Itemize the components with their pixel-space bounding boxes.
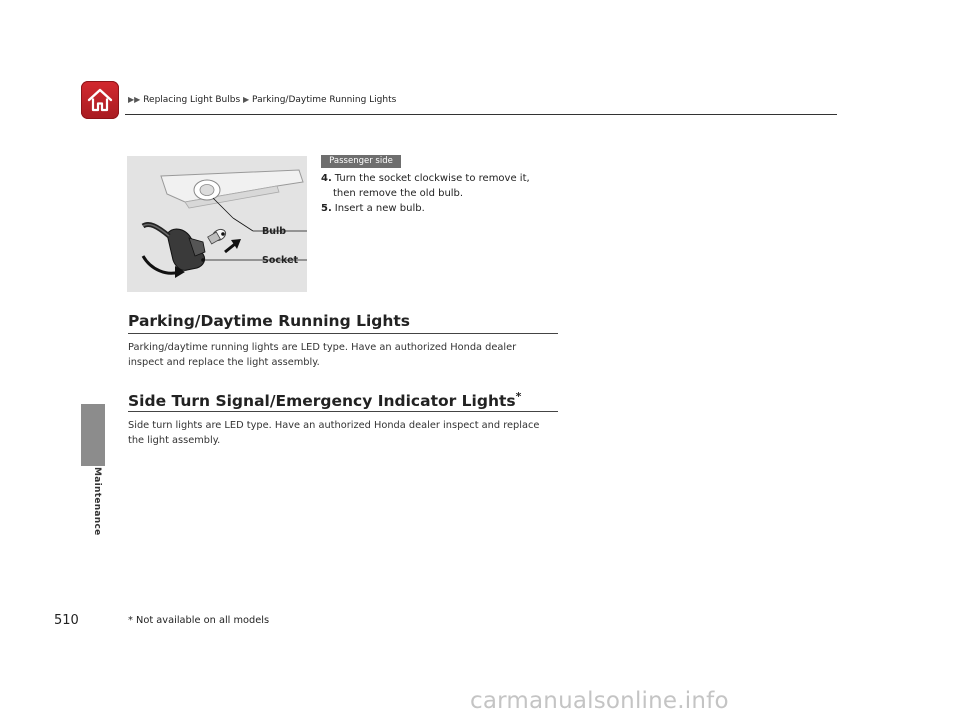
step-4 (321, 171, 530, 201)
section-body-side-turn-signal (128, 418, 568, 448)
section-label: Maintenance (92, 467, 102, 536)
footnote: * Not available on all models (128, 615, 270, 626)
socket-label: Socket (262, 255, 299, 266)
bulb-label: Bulb (262, 226, 287, 237)
bulb-socket-illustration (127, 156, 307, 292)
breadcrumb-arrow: ▶ (243, 95, 250, 104)
body-line: the light assembly. (128, 435, 221, 446)
breadcrumb-arrow: ▶ (134, 95, 141, 104)
header-rule (125, 114, 837, 115)
breadcrumb-arrow: ▶ (128, 95, 135, 104)
step-number: 5. (321, 203, 332, 214)
step-text: Turn the socket clockwise to remove it, (334, 173, 530, 184)
home-icon (86, 86, 114, 114)
section-rule (128, 333, 558, 334)
step-number: 4. (321, 173, 332, 184)
step-text-continued: then remove the old bulb. (333, 188, 464, 199)
page-number: 510 (54, 613, 79, 628)
section-body-parking-lights (128, 340, 568, 370)
step-5 (321, 201, 425, 216)
watermark: carmanualsonline.info (470, 688, 729, 714)
footnote-mark[interactable]: * (515, 390, 522, 403)
section-tab[interactable] (81, 404, 105, 466)
section-title-parking-lights: Parking/Daytime Running Lights (128, 312, 411, 330)
body-line: Parking/daytime running lights are LED type. Have an authorized Honda dealer (128, 342, 517, 353)
breadcrumb (128, 95, 396, 105)
breadcrumb-item-parking-lights[interactable]: Parking/Daytime Running Lights (252, 95, 397, 105)
section-title-side-turn-signal (128, 390, 521, 410)
section-rule (128, 411, 558, 412)
body-line: Side turn lights are LED type. Have an authorized Honda dealer inspect and replace (128, 420, 540, 431)
passenger-side-badge: Passenger side (321, 155, 401, 168)
breadcrumb-item-replacing-light-bulbs[interactable]: Replacing Light Bulbs (143, 95, 241, 105)
body-line: inspect and replace the light assembly. (128, 357, 320, 368)
home-button[interactable] (81, 81, 119, 119)
step-text: Insert a new bulb. (334, 203, 425, 214)
section-title-text: Side Turn Signal/Emergency Indicator Lights (128, 392, 516, 411)
